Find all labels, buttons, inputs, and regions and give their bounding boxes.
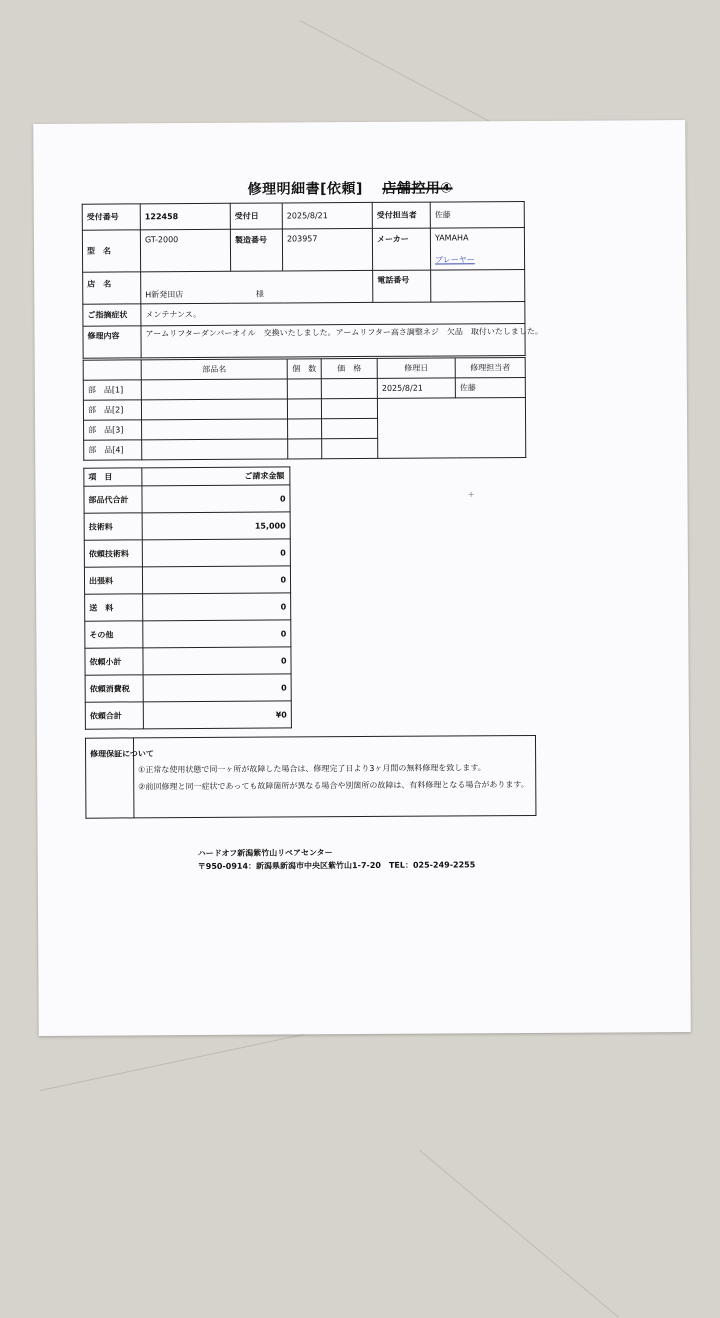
- repair-staff: 佐藤: [455, 377, 525, 397]
- desk-texture: [40, 1028, 334, 1091]
- billing-label: 依頼小計: [85, 648, 143, 675]
- billing-label: 依頼合計: [85, 702, 143, 729]
- billing-item-header: 項 目: [84, 468, 142, 486]
- billing-total: ¥0: [143, 701, 291, 729]
- reception-date: 2025/8/21: [282, 202, 372, 229]
- billing-label: 依頼技術料: [84, 540, 142, 567]
- repair-label: 修理内容: [83, 326, 141, 358]
- billing-label: 送 料: [85, 594, 143, 621]
- title-main: 修理明細書[依頼]: [247, 180, 363, 198]
- part-price: [322, 438, 378, 458]
- billing-label: 部品代合計: [84, 486, 142, 513]
- warranty-line-1: ①正常な使用状態で同一ヶ所が故障した場合は、修理完了日より3ヶ月間の無料修理を致します。: [138, 762, 486, 774]
- repair-notes-area: [377, 397, 525, 458]
- header-table: [82, 201, 543, 359]
- part-qty: [288, 439, 322, 459]
- billing-amount-header: ご請求金額: [142, 467, 290, 486]
- warranty-notes: [133, 735, 535, 817]
- billing-amount: 0: [142, 566, 290, 594]
- parts-header-price: 価 格: [321, 358, 377, 378]
- part-price: [322, 418, 378, 438]
- part-row-label: 部 品[2]: [83, 400, 141, 420]
- store-label: 店 名: [83, 272, 141, 304]
- part-name: [142, 419, 288, 440]
- part-row-label: 部 品[1]: [83, 380, 141, 400]
- billing-amount: 0: [143, 647, 291, 675]
- title-struck: 店舗控用④: [382, 180, 453, 197]
- warranty-label: 修理保証について: [85, 738, 133, 818]
- reception-staff: 佐藤: [430, 202, 524, 229]
- maker-label: メーカー: [372, 228, 430, 270]
- part-row-label: 部 品[4]: [84, 440, 142, 460]
- repair-date-header: 修理日: [377, 358, 455, 378]
- parts-header-qty: 個 数: [287, 359, 321, 379]
- billing-amount: 0: [143, 620, 291, 648]
- repair-staff-header: 修理担当者: [455, 357, 525, 377]
- billing-label: 技術料: [84, 513, 142, 540]
- document-title: [248, 177, 453, 198]
- part-price: [321, 398, 377, 418]
- part-qty: [287, 379, 321, 399]
- part-row-label: 部 品[3]: [84, 420, 142, 440]
- maker-cell: [430, 228, 524, 271]
- desk-texture: [419, 1150, 619, 1318]
- store-suffix: 様: [255, 289, 264, 299]
- serial-value: 203957: [282, 228, 372, 271]
- billing-amount: 0: [142, 485, 290, 513]
- serial-label: 製造番号: [230, 229, 282, 271]
- billing-label: その他: [85, 621, 143, 648]
- part-qty: [287, 399, 321, 419]
- billing-amount: 0: [143, 593, 291, 621]
- parts-table: [83, 357, 527, 461]
- model-value: GT-2000: [140, 229, 230, 272]
- part-qty: [288, 419, 322, 439]
- billing-amount: 0: [143, 674, 291, 702]
- repair-document: [33, 120, 691, 1036]
- store-value: H新発田店: [145, 290, 184, 300]
- part-name: [141, 399, 287, 420]
- billing-label: 依頼消費税: [85, 675, 143, 702]
- part-name: [141, 379, 287, 400]
- parts-header-name: 部品名: [141, 359, 287, 380]
- billing-amount: 15,000: [142, 512, 290, 540]
- category-value: プレーヤー: [435, 255, 475, 265]
- phone-value: [431, 270, 525, 303]
- repair-value: アームリフターダンパーオイル 交換いたしました。アームリフター高さ調整ネジ 欠品 取付いたしました。: [141, 323, 525, 357]
- symptom-label: ご指摘症状: [83, 304, 141, 326]
- store-cell: [141, 270, 373, 303]
- phone-label: 電話番号: [373, 270, 431, 302]
- maker-value: YAMAHA: [434, 233, 469, 243]
- warranty-table: [85, 735, 536, 819]
- repair-date: 2025/8/21: [377, 378, 455, 398]
- billing-label: 出張料: [84, 567, 142, 594]
- reception-number: 122458: [140, 203, 230, 230]
- part-name: [142, 439, 288, 460]
- parts-header-blank: [83, 360, 141, 380]
- footer-company: ハードオフ新潟紫竹山リペアセンター: [197, 848, 333, 859]
- footer-address: 〒950-0914：新潟県新潟市中央区紫竹山1-7-20 TEL：025-249-2255: [197, 860, 476, 872]
- symptom-value: メンテナンス。: [141, 302, 525, 326]
- model-label: 型 名: [82, 230, 140, 272]
- reception-date-label: 受付日: [230, 203, 282, 229]
- billing-amount: 0: [142, 539, 290, 567]
- reception-number-label: 受付番号: [82, 204, 140, 230]
- billing-table: [83, 466, 292, 729]
- pen-mark: ⁺: [467, 489, 475, 506]
- reception-staff-label: 受付担当者: [372, 202, 430, 228]
- part-price: [321, 378, 377, 398]
- warranty-line-2: ②前回修理と同一症状であっても故障箇所が異なる場合や別箇所の故障は、有料修理となる場合があります。: [138, 779, 529, 791]
